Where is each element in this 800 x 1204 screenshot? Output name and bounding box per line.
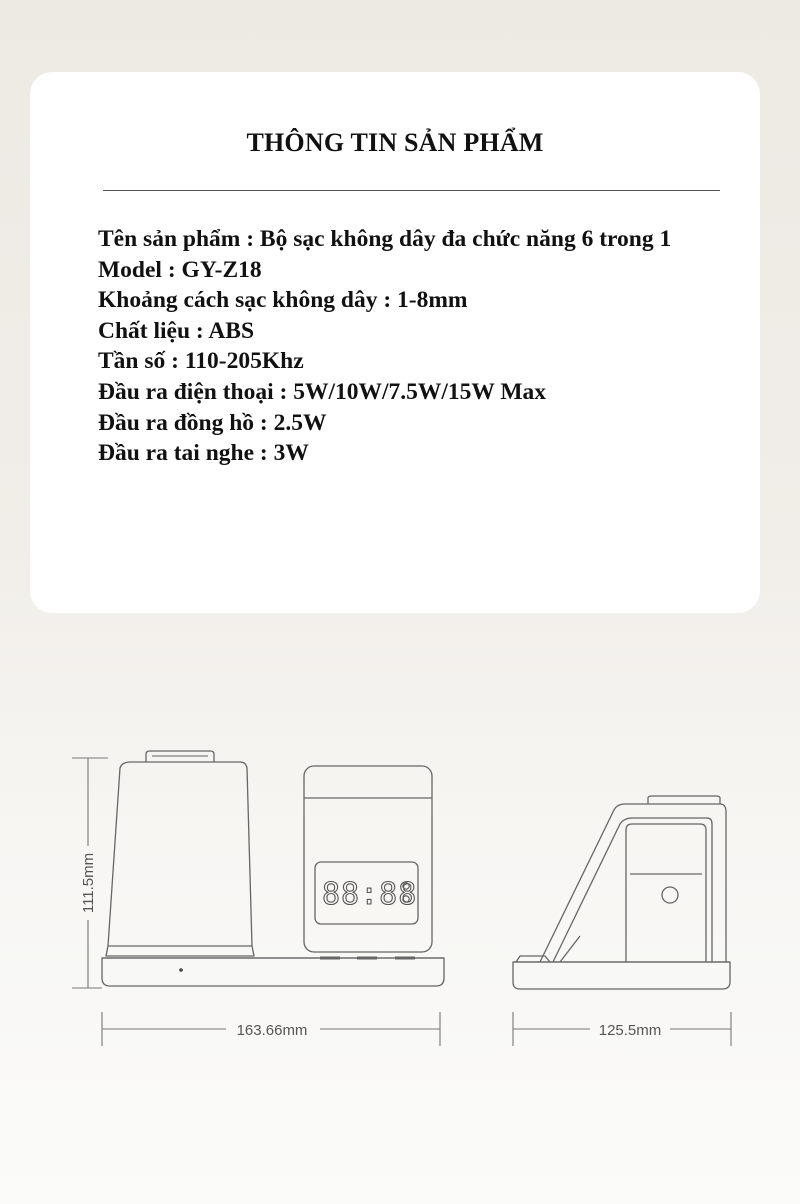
- spec-watch-output: Đầu ra đồng hồ : 2.5W: [98, 409, 327, 436]
- side-top-cap: [648, 796, 720, 804]
- clock-digits: 88:88: [322, 877, 418, 912]
- spec-list: [98, 224, 671, 469]
- front-width-label: 163.66mm: [236, 1022, 308, 1039]
- side-view: [513, 796, 730, 989]
- height-label: 111.5mm: [80, 852, 97, 914]
- phone-stand: [108, 762, 252, 946]
- spec-phone-output: Đầu ra điện thoại : 5W/10W/7.5W/15W Max: [98, 378, 547, 405]
- spec-frequency: Tần số : 110-205Khz: [98, 348, 304, 375]
- fan-icon: [662, 887, 678, 903]
- indicator-dot: [179, 968, 183, 972]
- spec-material: Chất liệu : ABS: [98, 317, 255, 344]
- front-view: [102, 751, 444, 986]
- spec-model: Model : GY-Z18: [98, 256, 262, 283]
- spec-product-name: Tên sản phẩm : Bộ sạc không dây đa chức năng 6 trong 1: [98, 226, 672, 252]
- side-pillar: [626, 824, 706, 962]
- front-base: [102, 958, 444, 986]
- product-info-card: [30, 72, 760, 613]
- card-title: THÔNG TIN SẢN PHẨM: [246, 128, 544, 157]
- title-divider: [103, 190, 720, 191]
- spec-charging-distance: Khoảng cách sạc không dây : 1-8mm: [98, 287, 468, 314]
- dimension-drawing: [0, 700, 800, 1060]
- side-depth-label: 125.5mm: [598, 1022, 662, 1039]
- spec-earphone-output: Đầu ra tai nghe : 3W: [98, 440, 309, 467]
- side-base: [513, 962, 730, 989]
- phone-support: [540, 804, 726, 962]
